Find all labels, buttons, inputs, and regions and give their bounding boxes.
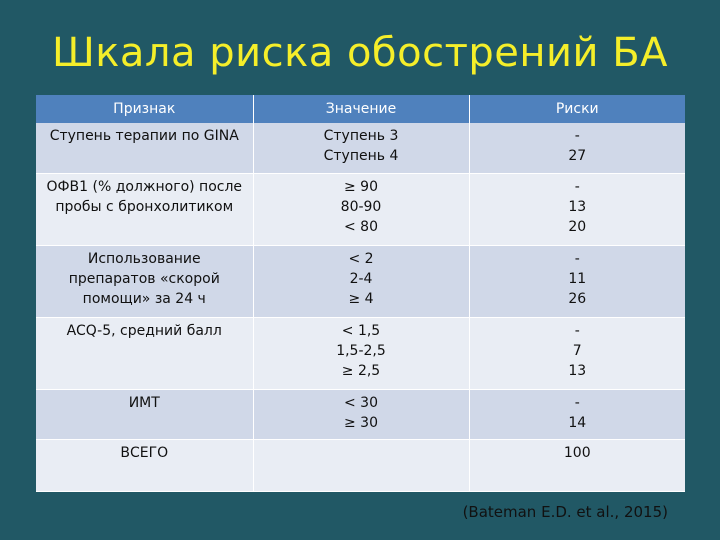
risk-cell bbox=[469, 317, 685, 389]
value-text: 2-4 bbox=[349, 270, 373, 287]
risk-text: - bbox=[574, 128, 580, 144]
risk-text: - bbox=[574, 394, 580, 411]
risk-cell bbox=[469, 173, 685, 245]
feature-cell bbox=[36, 389, 253, 439]
value-text: ≥ 90 bbox=[344, 178, 378, 195]
value-text: < 1,5 bbox=[341, 322, 381, 339]
risk-text: - bbox=[574, 250, 580, 267]
feature-text: помощи» за 24 ч bbox=[82, 290, 206, 307]
risk-text: 14 bbox=[568, 414, 587, 431]
value-cell bbox=[253, 389, 469, 439]
table-row bbox=[36, 245, 685, 317]
value-text: < 30 bbox=[344, 394, 378, 411]
feature-cell bbox=[36, 317, 253, 389]
risk-text: 26 bbox=[568, 290, 587, 307]
table-row bbox=[36, 389, 685, 439]
risk-cell bbox=[469, 245, 685, 317]
value-cell bbox=[253, 123, 469, 173]
table-row bbox=[36, 439, 685, 491]
value-text: ≥ 30 bbox=[344, 414, 378, 431]
header-feature: Признак bbox=[36, 95, 253, 123]
risk-text: 7 bbox=[572, 342, 582, 359]
feature-text: ОФВ1 (% должного) после bbox=[46, 178, 243, 195]
feature-text: ACQ-5, средний балл bbox=[66, 322, 222, 339]
feature-text: пробы с бронхолитиком bbox=[55, 198, 234, 215]
header-risk: Риски bbox=[469, 95, 685, 123]
value-text: < 2 bbox=[348, 250, 374, 267]
feature-cell bbox=[36, 123, 253, 173]
value-cell bbox=[253, 439, 469, 491]
risk-text: - bbox=[574, 178, 580, 195]
value-text: 80-90 bbox=[340, 198, 382, 215]
risk-text: 13 bbox=[568, 362, 587, 379]
table-row bbox=[36, 123, 685, 173]
feature-cell bbox=[36, 439, 253, 491]
risk-text: - bbox=[574, 322, 580, 339]
feature-text: ИМТ bbox=[128, 394, 160, 411]
value-text: Ступень 3 bbox=[323, 128, 399, 144]
table-row bbox=[36, 317, 685, 389]
value-text: Ступень 4 bbox=[323, 148, 399, 164]
feature-text: препаратов «скорой bbox=[68, 270, 220, 287]
value-text: ≥ 2,5 bbox=[341, 362, 381, 379]
value-text: < 80 bbox=[344, 218, 378, 235]
feature-text: Использование bbox=[87, 250, 201, 267]
table-row bbox=[36, 173, 685, 245]
source-citation: (Bateman E.D. et al., 2015) bbox=[462, 503, 668, 521]
table-header-row bbox=[36, 95, 685, 123]
risk-table bbox=[36, 95, 685, 492]
value-text: ≥ 4 bbox=[348, 290, 374, 307]
risk-text: 13 bbox=[568, 198, 587, 215]
value-cell bbox=[253, 317, 469, 389]
value-text: 1,5-2,5 bbox=[336, 342, 386, 359]
feature-cell bbox=[36, 245, 253, 317]
risk-text: 11 bbox=[568, 270, 587, 287]
header-value: Значение bbox=[253, 95, 469, 123]
risk-text: 27 bbox=[568, 148, 587, 164]
slide-title: Шкала риска обострений БА bbox=[51, 30, 669, 76]
risk-cell bbox=[469, 439, 685, 491]
risk-text: 20 bbox=[568, 218, 587, 235]
value-cell bbox=[253, 245, 469, 317]
feature-text: ВСЕГО bbox=[120, 444, 169, 461]
value-cell bbox=[253, 173, 469, 245]
feature-text: Ступень терапии по GINA bbox=[49, 128, 239, 144]
risk-cell bbox=[469, 389, 685, 439]
risk-cell bbox=[469, 123, 685, 173]
feature-cell bbox=[36, 173, 253, 245]
risk-text: 100 bbox=[563, 444, 591, 461]
